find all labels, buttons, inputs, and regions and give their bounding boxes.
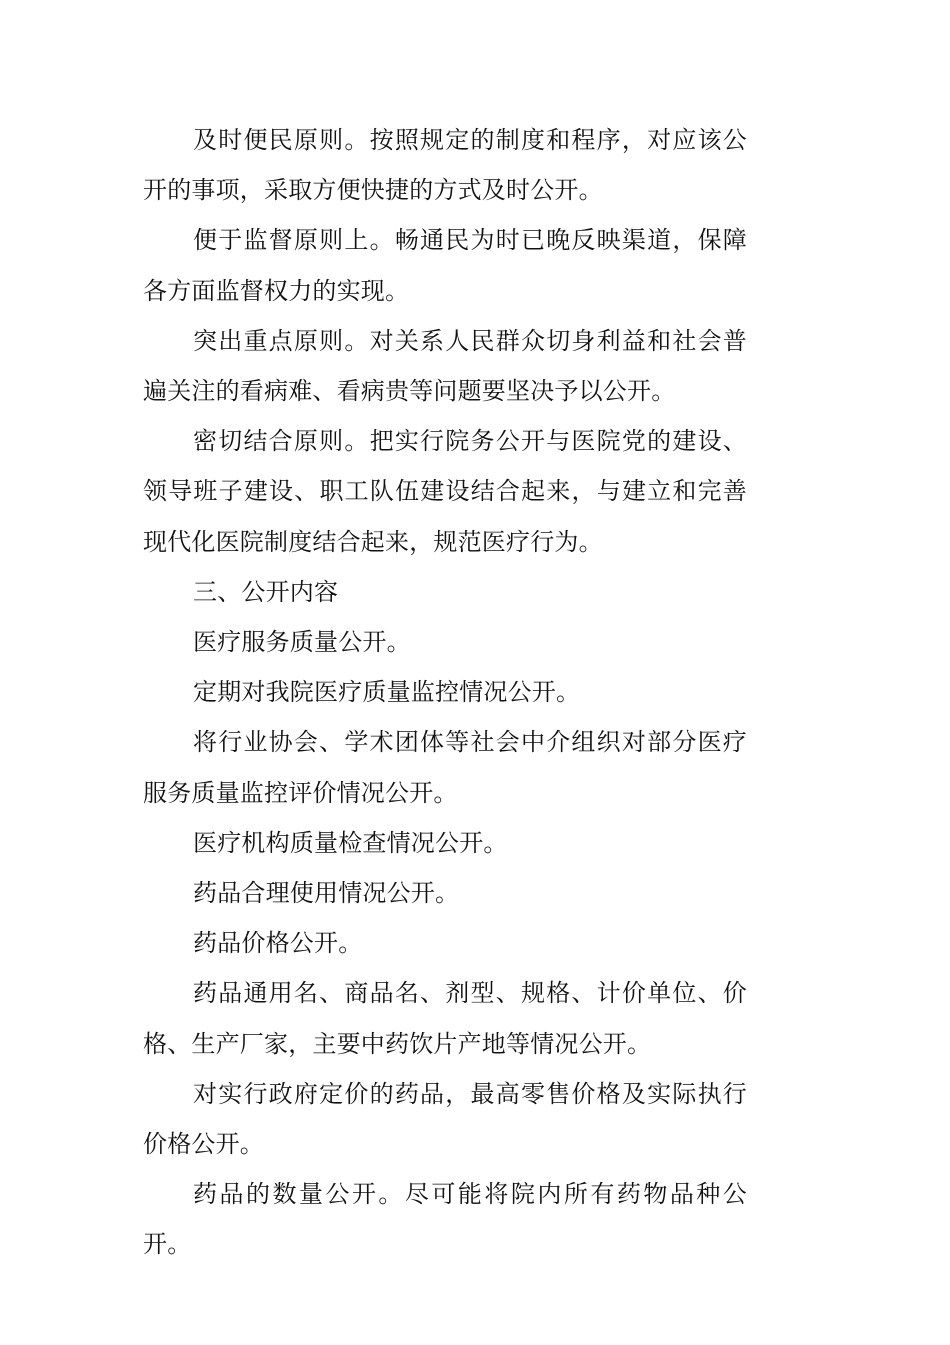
paragraph-principle-combination: 密切结合原则。把实行院务公开与医院党的建设、领导班子建设、职工队伍建设结合起来，与建立和完善现代化医院制度结合起来，规范医疗行为。	[143, 427, 747, 556]
paragraph-evaluation: 将行业协会、学术团体等社会中介组织对部分医疗服务质量监控评价情况公开。	[143, 728, 747, 807]
paragraph-principle-focus: 突出重点原则。对关系人民群众切身利益和社会普遍关注的看病难、看病贵等问题要坚决予以公开。	[143, 326, 747, 406]
paragraph-quality-monitoring: 定期对我院医疗质量监控情况公开。	[193, 678, 581, 707]
paragraph-principle-supervision: 便于监督原则上。畅通民为时已晚反映渠道，保障各方面监督权力的实现。	[143, 226, 747, 305]
paragraph-government-pricing: 对实行政府定价的药品，最高零售价格及实际执行价格公开。	[143, 1079, 747, 1159]
paragraph-principle-timely: 及时便民原则。按照规定的制度和程序，对应该公开的事项，采取方便快捷的方式及时公开。	[143, 126, 747, 205]
paragraph-inspection: 医疗机构质量检查情况公开。	[193, 828, 508, 857]
paragraph-drug-price: 药品价格公开。	[193, 929, 363, 958]
paragraph-drug-usage: 药品合理使用情况公开。	[193, 879, 460, 908]
paragraph-drug-quantity: 药品的数量公开。尽可能将院内所有药物品种公开。	[143, 1180, 747, 1259]
document-page	[143, 115, 747, 1270]
section-heading-content: 三、公开内容	[193, 577, 339, 606]
paragraph-drug-details: 药品通用名、商品名、剂型、规格、计价单位、价格、生产厂家，主要中药饮片产地等情况公开。	[143, 979, 747, 1058]
paragraph-service-quality: 医疗服务质量公开。	[193, 628, 411, 657]
